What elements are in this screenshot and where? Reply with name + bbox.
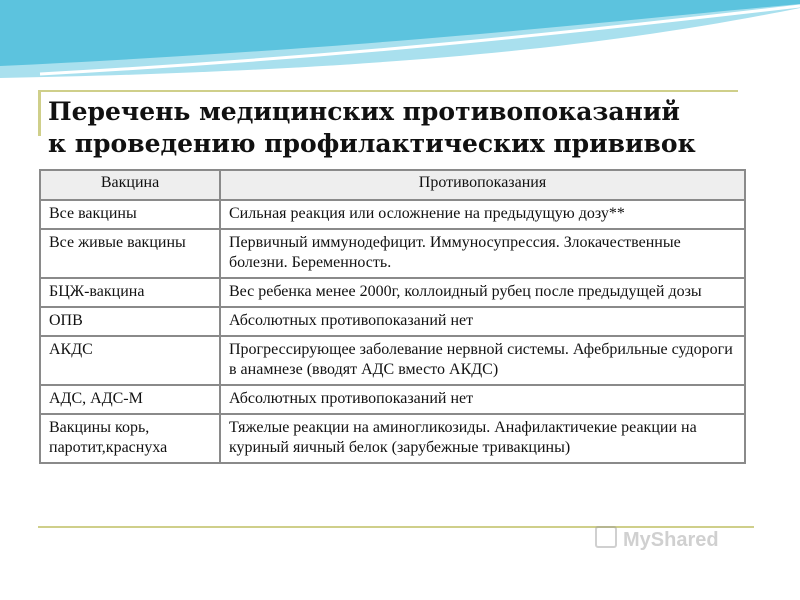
table-header-row	[40, 170, 745, 200]
accent-line-top	[38, 90, 738, 92]
table-row	[40, 229, 745, 278]
slide-title	[48, 96, 768, 160]
contraindication-cell: Первичный иммунодефицит. Иммуносупрессия. Злокачественные болезни. Беременность.	[220, 229, 745, 278]
watermark	[595, 526, 719, 552]
table-row	[40, 307, 745, 336]
title-line-1: Перечень медицинских противопоказаний	[48, 97, 680, 126]
vaccine-cell: АКДС	[40, 336, 220, 385]
contraindication-cell: Абсолютных противопоказаний нет	[220, 385, 745, 414]
vaccine-cell: БЦЖ-вакцина	[40, 278, 220, 307]
vaccine-cell: Вакцины корь, паротит,краснуха	[40, 414, 220, 463]
vaccine-cell: Все вакцины	[40, 200, 220, 229]
vaccine-cell: ОПВ	[40, 307, 220, 336]
watermark-text: MyShared	[623, 529, 719, 551]
contraindication-cell: Прогрессирующее заболевание нервной системы. Афебрильные судороги в анамнезе (вводят АДС вместо АКДС)	[220, 336, 745, 385]
table-row	[40, 385, 745, 414]
contraindication-cell: Вес ребенка менее 2000г, коллоидный рубец после предыдущей дозы	[220, 278, 745, 307]
contraindications-table	[39, 169, 746, 464]
contraindication-cell: Сильная реакция или осложнение на предыдущую дозу**	[220, 200, 745, 229]
vaccine-cell: АДС, АДС-М	[40, 385, 220, 414]
table-row	[40, 414, 745, 463]
presentation-icon	[595, 526, 617, 548]
header-wave-decoration	[0, 0, 800, 90]
table-row	[40, 278, 745, 307]
column-header-contraindications: Противопоказания	[220, 170, 745, 200]
accent-line-left	[38, 90, 41, 136]
column-header-vaccine: Вакцина	[40, 170, 220, 200]
contraindication-cell: Тяжелые реакции на аминогликозиды. Анафилактичекие реакции на куриный яичный белок (зарубежные тривакцины)	[220, 414, 745, 463]
vaccine-cell: Все живые вакцины	[40, 229, 220, 278]
table-row	[40, 200, 745, 229]
table-row	[40, 336, 745, 385]
contraindication-cell: Абсолютных противопоказаний нет	[220, 307, 745, 336]
title-line-2: к проведению профилактических прививок	[48, 129, 696, 158]
